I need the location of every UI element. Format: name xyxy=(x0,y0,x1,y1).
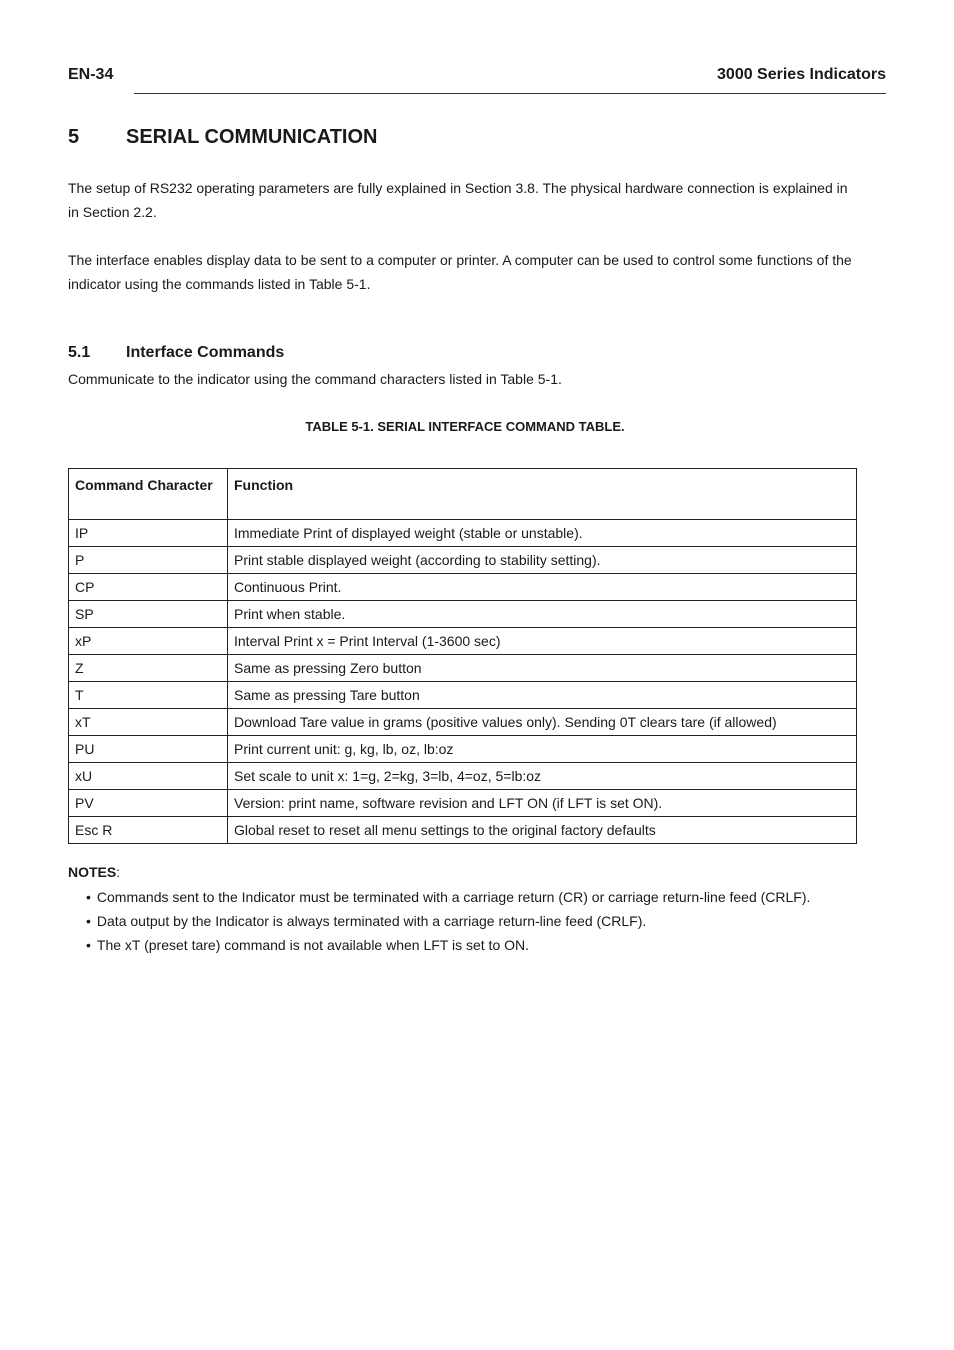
table-row xyxy=(69,736,857,763)
function-cell: Continuous Print. xyxy=(228,574,857,601)
command-cell: Z xyxy=(69,655,228,682)
notes-list xyxy=(86,885,810,957)
intro-paragraph-1: The setup of RS232 operating parameters are fully explained in Section 3.8. The physical hardware connection is explained in in Section 2.2. xyxy=(68,180,848,220)
command-cell: xT xyxy=(69,709,228,736)
command-cell: Esc R xyxy=(69,817,228,844)
note-item: • Data output by the Indicator is always terminated with a carriage return-line feed (CRLF). xyxy=(86,909,810,933)
command-cell: xU xyxy=(69,763,228,790)
command-cell: SP xyxy=(69,601,228,628)
command-table xyxy=(68,468,857,844)
command-cell: P xyxy=(69,547,228,574)
table-row xyxy=(69,655,857,682)
function-cell: Print when stable. xyxy=(228,601,857,628)
section-heading xyxy=(68,126,377,149)
table-row xyxy=(69,628,857,655)
function-cell: Same as pressing Tare button xyxy=(228,682,857,709)
table-row xyxy=(69,574,857,601)
section-number: 5 xyxy=(68,126,80,148)
header-rule xyxy=(134,93,886,94)
subsection-intro: Communicate to the indicator using the command characters listed in Table 5-1. xyxy=(68,371,562,387)
page-header xyxy=(68,66,886,84)
note-item: • The xT (preset tare) command is not available when LFT is set to ON. xyxy=(86,933,810,957)
function-cell: Global reset to reset all menu settings to the original factory defaults xyxy=(228,817,857,844)
command-cell: xP xyxy=(69,628,228,655)
table-caption: TABLE 5-1. SERIAL INTERFACE COMMAND TABLE. xyxy=(305,419,625,434)
table-row xyxy=(69,520,857,547)
subsection-heading xyxy=(68,344,284,362)
notes-label: NOTES xyxy=(68,864,117,880)
notes-colon: : xyxy=(116,864,121,880)
table-row xyxy=(69,790,857,817)
page-number: EN-34 xyxy=(68,66,114,83)
note-item: • Commands sent to the Indicator must be terminated with a carriage return (CR) or carriage return-line feed (CRLF). xyxy=(86,885,810,909)
function-cell: Immediate Print of displayed weight (stable or unstable). xyxy=(228,520,857,547)
header-command-character: Command Character xyxy=(69,469,228,520)
table-row xyxy=(69,763,857,790)
section-title: SERIAL COMMUNICATION xyxy=(126,126,378,148)
subsection-number: 5.1 xyxy=(68,344,91,361)
header-function: Function xyxy=(228,469,857,520)
table-row xyxy=(69,817,857,844)
command-cell: CP xyxy=(69,574,228,601)
intro-paragraph-2: The interface enables display data to be sent to a computer or printer. A computer can be used to control some functions of the indicator using the commands listed in Table 5-1. xyxy=(68,252,852,292)
subsection-title: Interface Commands xyxy=(126,344,285,361)
command-cell: T xyxy=(69,682,228,709)
function-cell: Set scale to unit x: 1=g, 2=kg, 3=lb, 4=oz, 5=lb:oz xyxy=(228,763,857,790)
command-cell: IP xyxy=(69,520,228,547)
function-cell: Download Tare value in grams (positive values only). Sending 0T clears tare (if allowed) xyxy=(228,709,857,736)
function-cell: Print stable displayed weight (according to stability setting). xyxy=(228,547,857,574)
table-row xyxy=(69,682,857,709)
notes-heading xyxy=(68,864,120,880)
command-cell: PV xyxy=(69,790,228,817)
function-cell: Interval Print x = Print Interval (1-3600 sec) xyxy=(228,628,857,655)
table-row xyxy=(69,709,857,736)
function-cell: Print current unit: g, kg, lb, oz, lb:oz xyxy=(228,736,857,763)
table-header-row xyxy=(69,469,857,520)
function-cell: Same as pressing Zero button xyxy=(228,655,857,682)
table-row xyxy=(69,601,857,628)
table-row xyxy=(69,547,857,574)
function-cell: Version: print name, software revision and LFT ON (if LFT is set ON). xyxy=(228,790,857,817)
command-cell: PU xyxy=(69,736,228,763)
document-title: 3000 Series Indicators xyxy=(717,66,886,83)
